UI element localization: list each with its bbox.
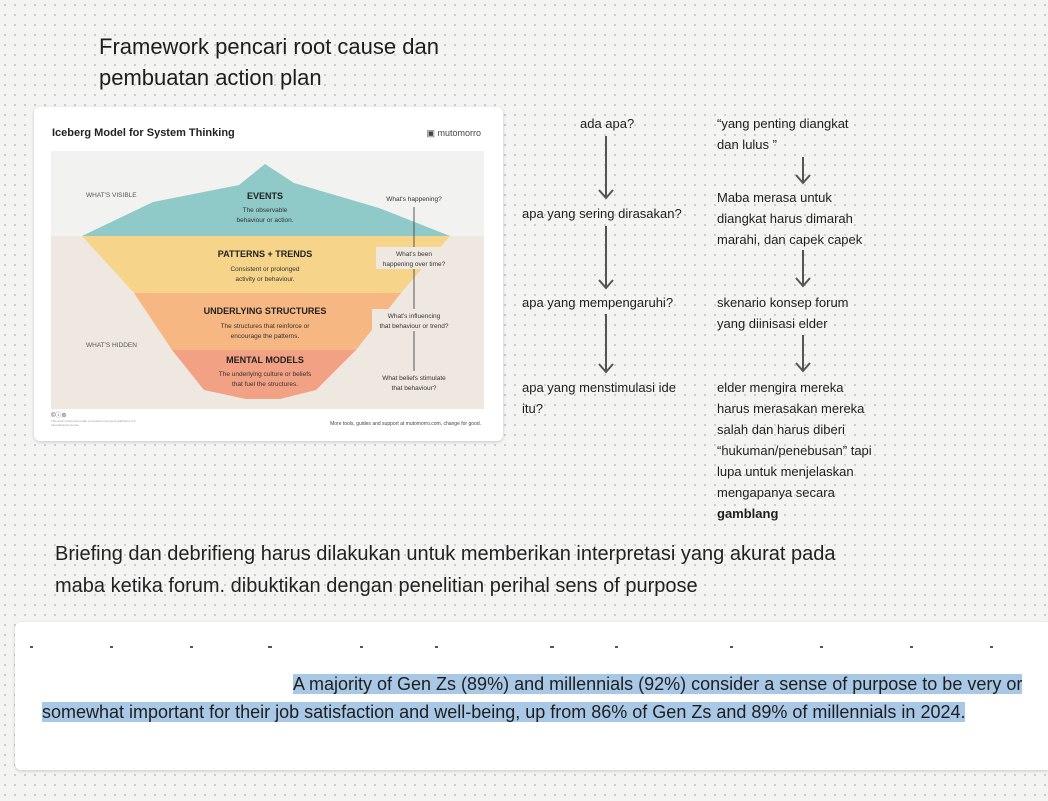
- question-mental-1: What beliefs stimulate: [382, 375, 446, 382]
- flow-right-step-2: Maba merasa untuk diangkat harus dimarah marahi, dan capek capek: [717, 190, 863, 247]
- conclusion-line-1: Briefing dan debrifieng harus dilakukan untuk memberikan interpretasi yang akurat pada: [55, 543, 836, 565]
- question-events: What's happening?: [386, 196, 442, 203]
- mental-models-desc-2: that fuel the structures.: [231, 381, 299, 388]
- mental-models-heading: MENTAL MODELS: [226, 355, 304, 365]
- whats-visible-label: WHAT'S VISIBLE: [86, 192, 137, 199]
- highlighted-quote: A majority of Gen Zs (89%) and millennials (92%) consider a sense of purpose to be very or somewhat important for their job satisfaction and well-being, up from 86% of Gen Zs and 89% of millennials in 2024.: [42, 674, 1023, 722]
- note-title: [99, 31, 519, 93]
- iceberg-diagram: [34, 107, 503, 441]
- arrow-down-icon: [596, 314, 616, 376]
- arrow-down-icon: [793, 250, 813, 290]
- question-mental-2: that behaviour?: [391, 385, 437, 392]
- arrow-down-icon: [793, 335, 813, 375]
- flow-left-step-2: apa yang sering dirasakan?: [522, 206, 682, 221]
- patterns-desc-2: activity or behaviour.: [235, 276, 295, 283]
- structures-heading: UNDERLYING STRUCTURES: [203, 306, 327, 316]
- question-patterns-1: What's been: [396, 251, 432, 258]
- note-title-line-2: pembuatan action plan: [99, 65, 322, 90]
- question-structures-1: What's influencing: [387, 313, 441, 320]
- structures-layer: [134, 293, 401, 350]
- arrow-down-icon: [596, 136, 616, 202]
- cc-license-icon: ©ⓘ⊜: [51, 413, 67, 419]
- events-heading: EVENTS: [246, 191, 284, 201]
- patterns-desc-1: Consistent or prolonged: [230, 266, 300, 273]
- license-fine-print: This work is licensed under a Creative Commons Attribution 4.0 International License: [51, 419, 136, 427]
- iceberg-model-image[interactable]: [34, 107, 503, 441]
- quote-text: [42, 670, 1032, 726]
- flow-left-step-1: ada apa?: [580, 116, 635, 131]
- iceberg-title: Iceberg Model for System Thinking: [52, 127, 235, 139]
- note-title-line-1: Framework pencari root cause dan: [99, 34, 439, 59]
- flow-left-step-4: apa yang menstimulasi ide itu?: [522, 380, 676, 416]
- brand-logo-icon: ▣: [426, 128, 438, 138]
- patterns-heading: PATTERNS + TRENDS: [217, 249, 313, 259]
- structures-desc-1: The structures that reinforce or: [220, 323, 310, 330]
- arrow-down-icon: [596, 226, 616, 292]
- question-patterns-2: happening over time?: [382, 261, 446, 268]
- structures-desc-2: encourage the patterns.: [230, 333, 300, 340]
- question-structures-2: that behaviour or trend?: [379, 323, 449, 330]
- iceberg-footer: More tools, guides and support at mutomorro.com, change for good.: [330, 421, 481, 427]
- flow-right-step-4: elder mengira mereka harus merasakan mereka salah dan harus diberi “hukuman/penebusan” tapi lupa untuk menjelaskan mengapanya secara gamblang: [717, 380, 872, 521]
- flow-left-step-3: apa yang mempengaruhi?: [522, 295, 674, 310]
- brand-name: mutomorro: [437, 128, 481, 138]
- mental-models-desc-1: The underlying culture or beliefs: [218, 371, 312, 378]
- cropped-text-remnant: [30, 645, 1020, 649]
- iceberg-brand: [426, 128, 481, 139]
- flow-right-step-1: “yang penting diangkat dan lulus ”: [717, 116, 849, 152]
- conclusion-line-2: maba ketika forum. dibuktikan dengan penelitian perihal sens of purpose: [55, 575, 698, 597]
- events-desc-1: The observable: [242, 207, 288, 214]
- events-desc-2: behaviour or action.: [236, 217, 294, 224]
- arrow-down-icon: [793, 157, 813, 187]
- flow-right-step-3: skenario konsep forum yang diinisasi elder: [717, 295, 849, 331]
- whats-hidden-label: WHAT'S HIDDEN: [86, 342, 137, 349]
- conclusion-text: [55, 538, 1015, 602]
